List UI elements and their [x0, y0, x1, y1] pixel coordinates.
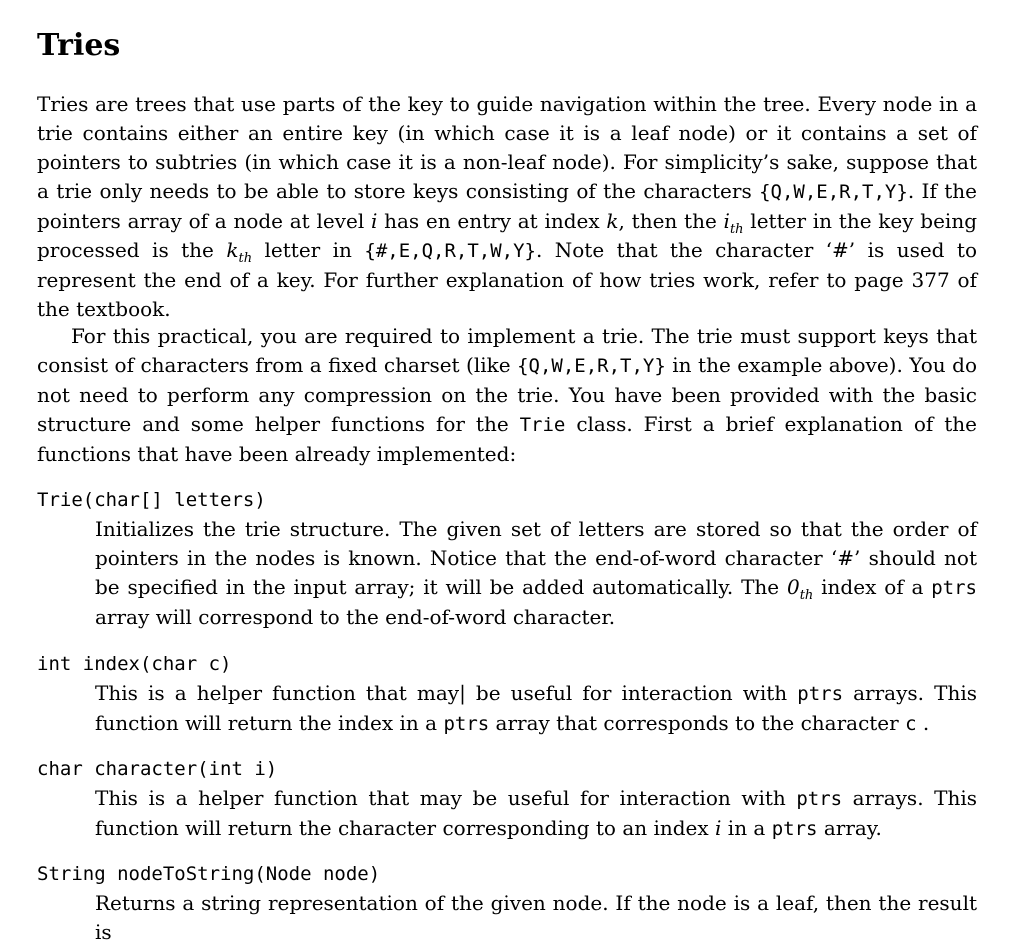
function-character [37, 755, 977, 844]
function-index [37, 650, 977, 739]
function-description: Returns a string representation of the given node. If the node is a leaf, then the result is [95, 891, 977, 944]
function-signature: Trie(char[] letters) [37, 489, 266, 511]
function-description: This is a helper function that may| be useful for interaction with ptrs arrays. This function will return the index in a ptrs array that corresponds to the character c . [95, 681, 977, 735]
function-description: Initializes the trie structure. The given set of letters are stored so that the order of pointers in the nodes is known. Notice that the end-of-word character ‘#’ should not be specified in the input array; it will be added automatically. The $0_{th}$ index of a ptrs array will correspond to the end-of-word character. [95, 517, 977, 629]
function-signature: char character(int i) [37, 758, 278, 780]
page-title: Tries [37, 28, 121, 63]
charset-example: {Q,W,E,R,T,Y} [517, 355, 666, 377]
charset-sorted: {#,E,Q,R,T,W,Y} [364, 240, 536, 262]
practical-paragraph: For this practical, you are required to implement a trie. The trie must support keys that consist of characters from a fixed charset (like {Q,W,E,R,T,Y} in the example above). You do not need to perform any compression on the trie. You have been provided with the basic structure and some helper functions for the Trie class. First a brief explanation of the functions that have been already implemented: [37, 324, 978, 466]
function-description: This is a helper function that may be useful for interaction with ptrs arrays. This function will return the character corresponding to an index i in a ptrs array. [95, 786, 978, 840]
charset-qwerty: {Q,W,E,R,T,Y} [759, 181, 908, 203]
intro-paragraph: Tries are trees that use parts of the key to guide navigation within the tree. Every node in a trie contains either an entire key (in which case it is a leaf node) or it contains a set of pointers to subtries (in which case it is a non-leaf node). For simplicity’s sake, suppose that a trie only needs to be able to store keys consisting of the characters {Q,W,E,R,T,Y}. If the pointers array of a node at level i has en entry at index k, then the $i_{th}$ letter in the key being processed is the $k_{th}$ letter in {#,E,Q,R,T,W,Y}. Note that the character ‘#’ is used to represent the end of a key. For further explanation of how tries work, refer to page 377 of the textbook. [37, 92, 978, 321]
function-node-to-string [37, 860, 977, 947]
function-trie-constructor [37, 486, 977, 632]
function-signature: int index(char c) [37, 653, 232, 675]
trie-class-name: Trie [519, 414, 566, 436]
function-signature: String nodeToString(Node node) [37, 863, 381, 885]
